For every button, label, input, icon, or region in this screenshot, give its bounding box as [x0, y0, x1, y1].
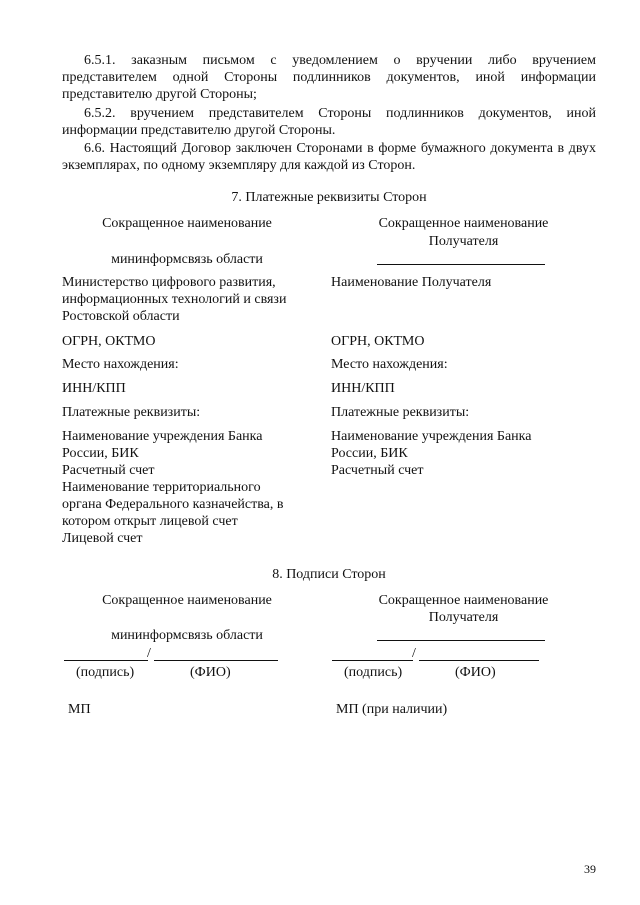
left-bank-line: Наименование территориального — [62, 480, 261, 495]
right-recipient-name: Наименование Получателя — [331, 275, 492, 290]
left-signature-slash: / — [147, 646, 151, 661]
left-full-name-line: Министерство цифрового развития, — [62, 275, 276, 290]
right-fio-label: (ФИО) — [455, 665, 496, 680]
left-bank-line: Наименование учреждения Банка — [62, 429, 263, 444]
left-bank-line: Расчетный счет — [62, 463, 155, 478]
left-short-name-label: Сокращенное наименование — [102, 216, 272, 231]
left-signature-label: (подпись) — [76, 665, 135, 680]
right-short-name-blank-line — [377, 640, 545, 641]
section-7-heading: 7. Платежные реквизиты Сторон — [231, 190, 427, 205]
sign-right-short-name-label-recipient: Получателя — [428, 610, 499, 625]
right-fio-line — [419, 660, 539, 661]
right-bank-line: Наименование учреждения Банка — [331, 429, 532, 444]
right-short-name-label: Сокращенное наименование — [378, 216, 549, 231]
right-signature-line — [332, 660, 413, 661]
paragraph-6-5-1: 6.5.1. заказным письмом с уведомлением о вручении либо вручением представителем одной Стороны подлинников документов, иной информации представителю другой Стороны; — [62, 53, 596, 102]
right-inn: ИНН/КПП — [331, 381, 395, 396]
right-signature-slash: / — [412, 646, 416, 661]
left-ogrn: ОГРН, ОКТМО — [62, 334, 156, 349]
sign-left-short-name-label: Сокращенное наименование — [102, 593, 272, 608]
right-bank-line: Расчетный счет — [331, 463, 424, 478]
left-fio-label: (ФИО) — [190, 665, 231, 680]
sign-right-short-name-label: Сокращенное наименование — [378, 593, 549, 608]
right-stamp-label: МП (при наличии) — [336, 702, 448, 717]
left-full-name-line: Ростовской области — [62, 309, 180, 324]
sign-left-short-name-value: мининформсвязь области — [111, 628, 263, 643]
section-8-heading: 8. Подписи Сторон — [272, 567, 386, 582]
right-bank-line: России, БИК — [331, 446, 408, 461]
paragraph-6-5-2: 6.5.2. вручением представителем Стороны подлинников документов, иной информации представителю другой Стороны. — [62, 106, 596, 138]
left-short-name-value: мининформсвязь области — [111, 252, 263, 267]
left-bank-line: Лицевой счет — [62, 531, 143, 546]
left-stamp-label: МП — [68, 702, 91, 717]
left-bank-details — [62, 428, 312, 547]
left-fio-line — [154, 660, 278, 661]
left-full-name-line: информационных технологий и связи — [62, 292, 287, 307]
left-location: Место нахождения: — [62, 357, 179, 372]
page-number: 39 — [584, 862, 596, 876]
right-short-name-blank-line — [377, 264, 545, 265]
right-location: Место нахождения: — [331, 357, 448, 372]
right-signature-label: (подпись) — [344, 665, 403, 680]
left-full-name — [62, 274, 312, 325]
left-bank-line: органа Федерального казначейства, в — [62, 497, 284, 512]
right-payment: Платежные реквизиты: — [331, 405, 470, 420]
left-bank-line: России, БИК — [62, 446, 139, 461]
left-payment: Платежные реквизиты: — [62, 405, 201, 420]
right-ogrn: ОГРН, ОКТМО — [331, 334, 425, 349]
right-short-name-label-recipient: Получателя — [428, 234, 499, 249]
right-bank-details — [331, 428, 596, 479]
left-signature-line — [64, 660, 148, 661]
paragraph-6-6: 6.6. Настоящий Договор заключен Сторонами в форме бумажного документа в двух экземплярах, по одному экземпляру для каждой из Сторон. — [62, 141, 596, 173]
left-bank-line: котором открыт лицевой счет — [62, 514, 238, 529]
left-inn: ИНН/КПП — [62, 381, 126, 396]
